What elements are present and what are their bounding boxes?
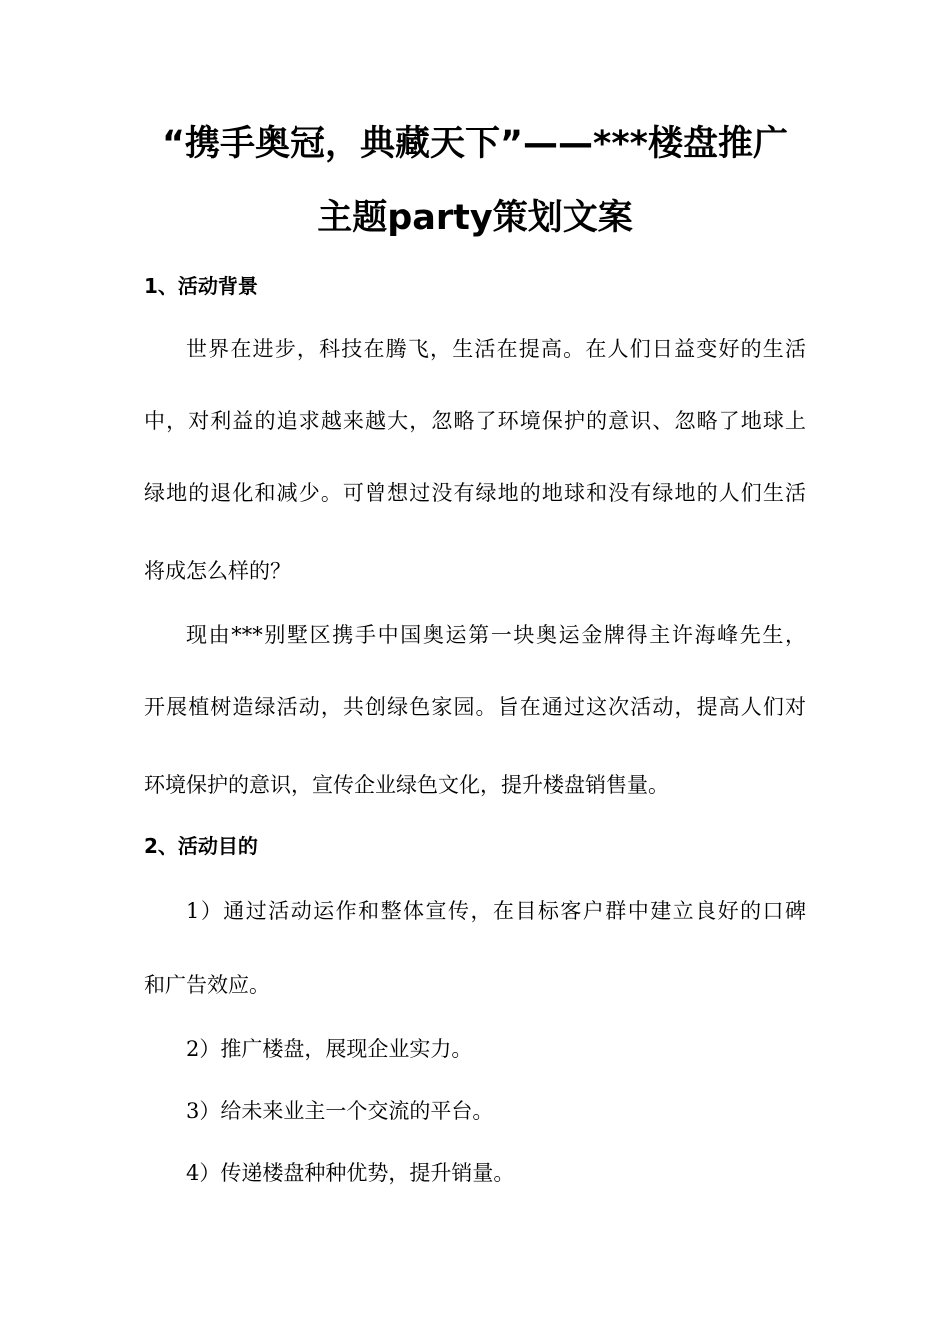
document-title-line-2: 主题party策划文案	[317, 198, 633, 238]
paragraph-line: 环境保护的意识，宣传企业绿色文化，提升楼盘销售量。	[144, 773, 669, 797]
paragraph-line: 中，对利益的追求越来越大，忽略了环境保护的意识、忽略了地球上	[144, 409, 806, 433]
list-item-line: 1）通过活动运作和整体宣传，在目标客户群中建立良好的口碑	[186, 899, 806, 923]
list-item: 2）推广楼盘，展现企业实力。	[186, 1037, 473, 1061]
document-title-line-1: “携手奥冠，典藏天下”——***楼盘推广	[162, 124, 788, 164]
paragraph-line: 绿地的退化和减少。可曾想过没有绿地的地球和没有绿地的人们生活	[144, 481, 806, 505]
paragraph-line: 开展植树造绿活动，共创绿色家园。旨在通过这次活动，提高人们对	[144, 695, 806, 719]
list-item: 4）传递楼盘种种优势，提升销量。	[186, 1161, 515, 1185]
paragraph-line: 现由***别墅区携手中国奥运第一块奥运金牌得主许海峰先生，	[186, 623, 806, 647]
section-heading-background: 1、活动背景	[144, 274, 258, 298]
paragraph-line: 将成怎么样的？	[144, 559, 291, 583]
paragraph-line: 世界在进步，科技在腾飞，生活在提高。在人们日益变好的生活	[186, 337, 806, 361]
section-heading-purpose: 2、活动目的	[144, 834, 258, 858]
list-item: 3）给未来业主一个交流的平台。	[186, 1099, 494, 1123]
list-item-line: 和广告效应。	[144, 973, 270, 997]
